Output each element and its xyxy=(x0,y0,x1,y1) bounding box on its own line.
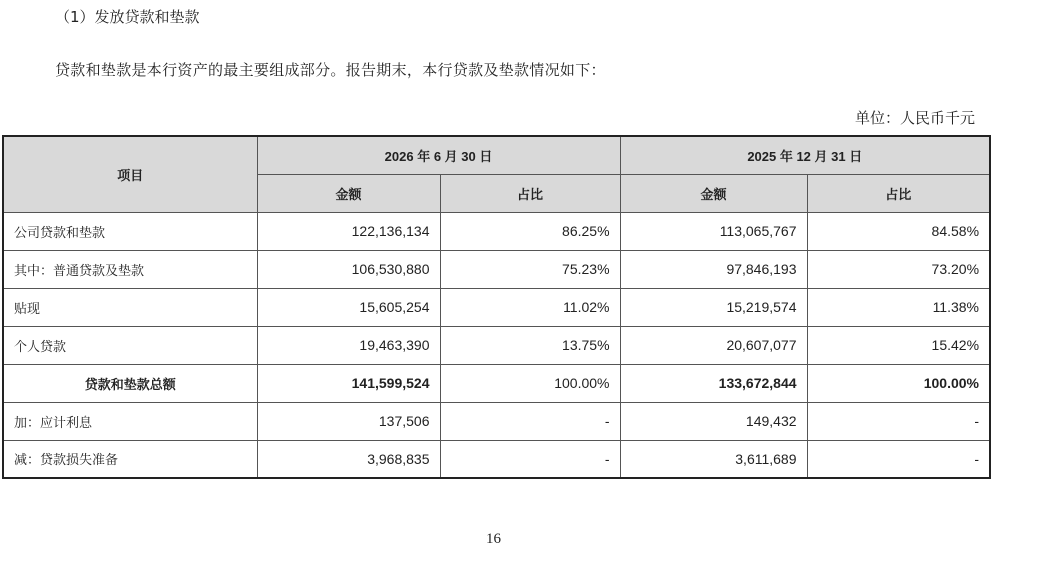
cell-ratio-current: 11.02% xyxy=(440,288,620,326)
row-label: 贴现 xyxy=(3,288,257,326)
table-row xyxy=(3,212,990,250)
table-row-total xyxy=(3,364,990,402)
cell-amount-current: 3,968,835 xyxy=(257,440,440,478)
row-label: 加：应计利息 xyxy=(3,402,257,440)
table-row xyxy=(3,326,990,364)
cell-ratio-prior: 15.42% xyxy=(807,326,990,364)
cell-amount-current: 106,530,880 xyxy=(257,250,440,288)
table-row xyxy=(3,250,990,288)
header-item: 项目 xyxy=(3,136,257,212)
subheader-ratio-current: 占比 xyxy=(440,174,620,212)
row-label: 个人贷款 xyxy=(3,326,257,364)
cell-amount-prior: 97,846,193 xyxy=(620,250,807,288)
header-period-current: 2026 年 6 月 30 日 xyxy=(257,136,620,174)
cell-ratio-current: 100.00% xyxy=(440,364,620,402)
cell-amount-prior: 133,672,844 xyxy=(620,364,807,402)
cell-ratio-prior: 84.58% xyxy=(807,212,990,250)
cell-ratio-current: 75.23% xyxy=(440,250,620,288)
cell-amount-current: 15,605,254 xyxy=(257,288,440,326)
cell-ratio-current: 13.75% xyxy=(440,326,620,364)
row-label: 其中：普通贷款及垫款 xyxy=(3,250,257,288)
cell-amount-prior: 3,611,689 xyxy=(620,440,807,478)
cell-ratio-prior: 11.38% xyxy=(807,288,990,326)
cell-amount-current: 137,506 xyxy=(257,402,440,440)
table-row xyxy=(3,288,990,326)
cell-amount-prior: 113,065,767 xyxy=(620,212,807,250)
cell-amount-current: 19,463,390 xyxy=(257,326,440,364)
subheader-amount-prior: 金额 xyxy=(620,174,807,212)
cell-amount-current: 141,599,524 xyxy=(257,364,440,402)
cell-ratio-prior: 73.20% xyxy=(807,250,990,288)
table-row xyxy=(3,402,990,440)
unit-note: 单位：人民币千元 xyxy=(854,109,975,127)
loans-table xyxy=(2,135,991,479)
subheader-ratio-prior: 占比 xyxy=(807,174,990,212)
cell-amount-prior: 15,219,574 xyxy=(620,288,807,326)
header-period-prior: 2025 年 12 月 31 日 xyxy=(620,136,990,174)
cell-amount-current: 122,136,134 xyxy=(257,212,440,250)
cell-amount-prior: 149,432 xyxy=(620,402,807,440)
intro-paragraph: 贷款和垫款是本行资产的最主要组成部分。报告期末，本行贷款及垫款情况如下： xyxy=(55,61,606,79)
cell-ratio-prior: - xyxy=(807,402,990,440)
row-label: 公司贷款和垫款 xyxy=(3,212,257,250)
page-number: 16 xyxy=(486,531,501,547)
section-heading: （1）发放贷款和垫款 xyxy=(55,8,200,26)
cell-ratio-current: - xyxy=(440,402,620,440)
cell-ratio-current: - xyxy=(440,440,620,478)
row-label: 贷款和垫款总额 xyxy=(3,364,257,402)
table-row xyxy=(3,440,990,478)
subheader-amount-current: 金额 xyxy=(257,174,440,212)
row-label: 减：贷款损失准备 xyxy=(3,440,257,478)
cell-ratio-prior: - xyxy=(807,440,990,478)
cell-amount-prior: 20,607,077 xyxy=(620,326,807,364)
cell-ratio-current: 86.25% xyxy=(440,212,620,250)
cell-ratio-prior: 100.00% xyxy=(807,364,990,402)
